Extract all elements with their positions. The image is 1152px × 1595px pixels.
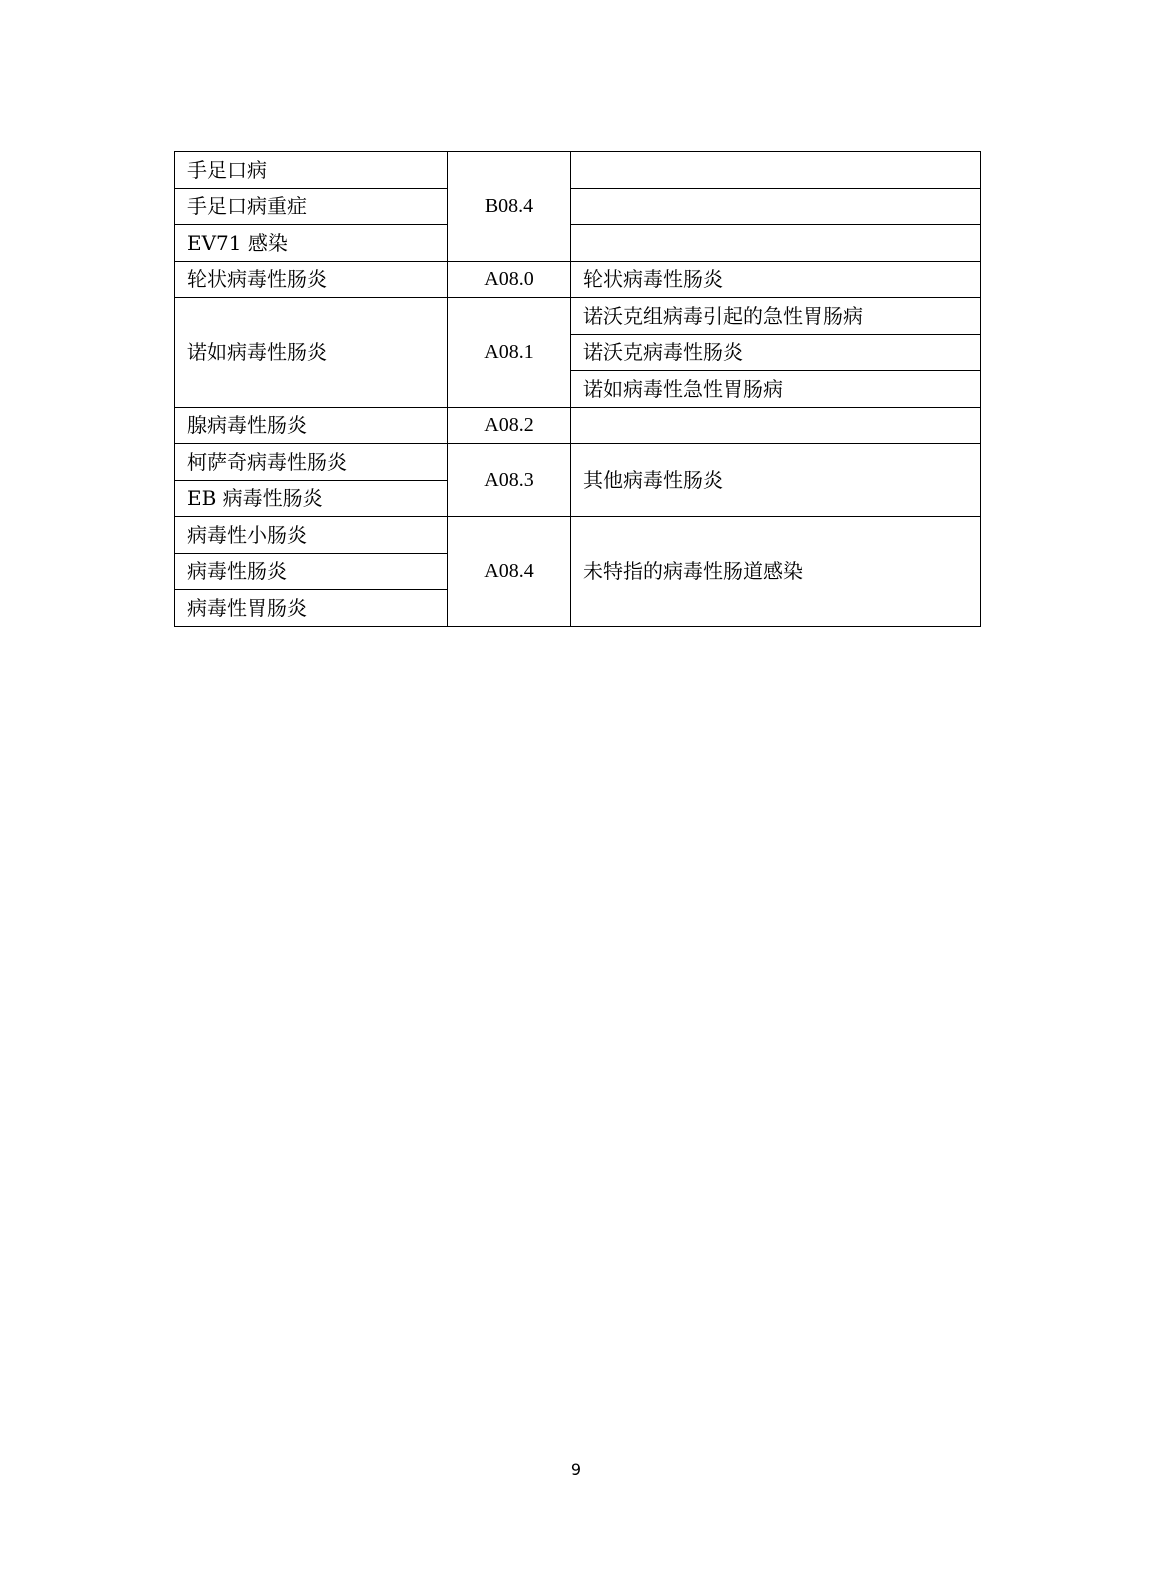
disease-name-cell: EB 病毒性肠炎 — [175, 480, 448, 517]
disease-name-cell: 轮状病毒性肠炎 — [175, 261, 448, 298]
table-row — [175, 261, 981, 298]
icd-code-cell: A08.1 — [448, 298, 571, 408]
disease-name-cell: 手足口病 — [175, 152, 448, 189]
disease-name-cell: 病毒性胃肠炎 — [175, 590, 448, 627]
disease-name-cell: 诺如病毒性肠炎 — [175, 298, 448, 408]
disease-name-cell: EV71 感染 — [175, 225, 448, 262]
disease-name-cell: 柯萨奇病毒性肠炎 — [175, 444, 448, 481]
disease-code-table — [174, 151, 981, 627]
category-name-cell — [571, 225, 981, 262]
category-name-cell: 诺如病毒性急性胃肠病 — [571, 371, 981, 408]
disease-name-cell: 腺病毒性肠炎 — [175, 407, 448, 444]
table-row — [175, 407, 981, 444]
table-row — [175, 188, 981, 225]
table-row — [175, 152, 981, 189]
icd-code-cell: A08.2 — [448, 407, 571, 444]
icd-code-cell: B08.4 — [448, 152, 571, 262]
category-name-cell — [571, 407, 981, 444]
page-number: 9 — [570, 1460, 582, 1479]
table-row — [175, 444, 981, 481]
category-name-cell: 其他病毒性肠炎 — [571, 444, 981, 517]
category-name-cell: 诺沃克组病毒引起的急性胃肠病 — [571, 298, 981, 335]
icd-code-cell: A08.0 — [448, 261, 571, 298]
category-name-cell — [571, 188, 981, 225]
table-row — [175, 298, 981, 335]
category-name-cell: 未特指的病毒性肠道感染 — [571, 517, 981, 627]
category-name-cell: 诺沃克病毒性肠炎 — [571, 334, 981, 371]
table-row — [175, 225, 981, 262]
icd-code-cell: A08.4 — [448, 517, 571, 627]
category-name-cell — [571, 152, 981, 189]
table-row — [175, 517, 981, 554]
disease-name-cell: 病毒性肠炎 — [175, 553, 448, 590]
category-name-cell: 轮状病毒性肠炎 — [571, 261, 981, 298]
disease-name-cell: 病毒性小肠炎 — [175, 517, 448, 554]
icd-code-cell: A08.3 — [448, 444, 571, 517]
disease-name-cell: 手足口病重症 — [175, 188, 448, 225]
